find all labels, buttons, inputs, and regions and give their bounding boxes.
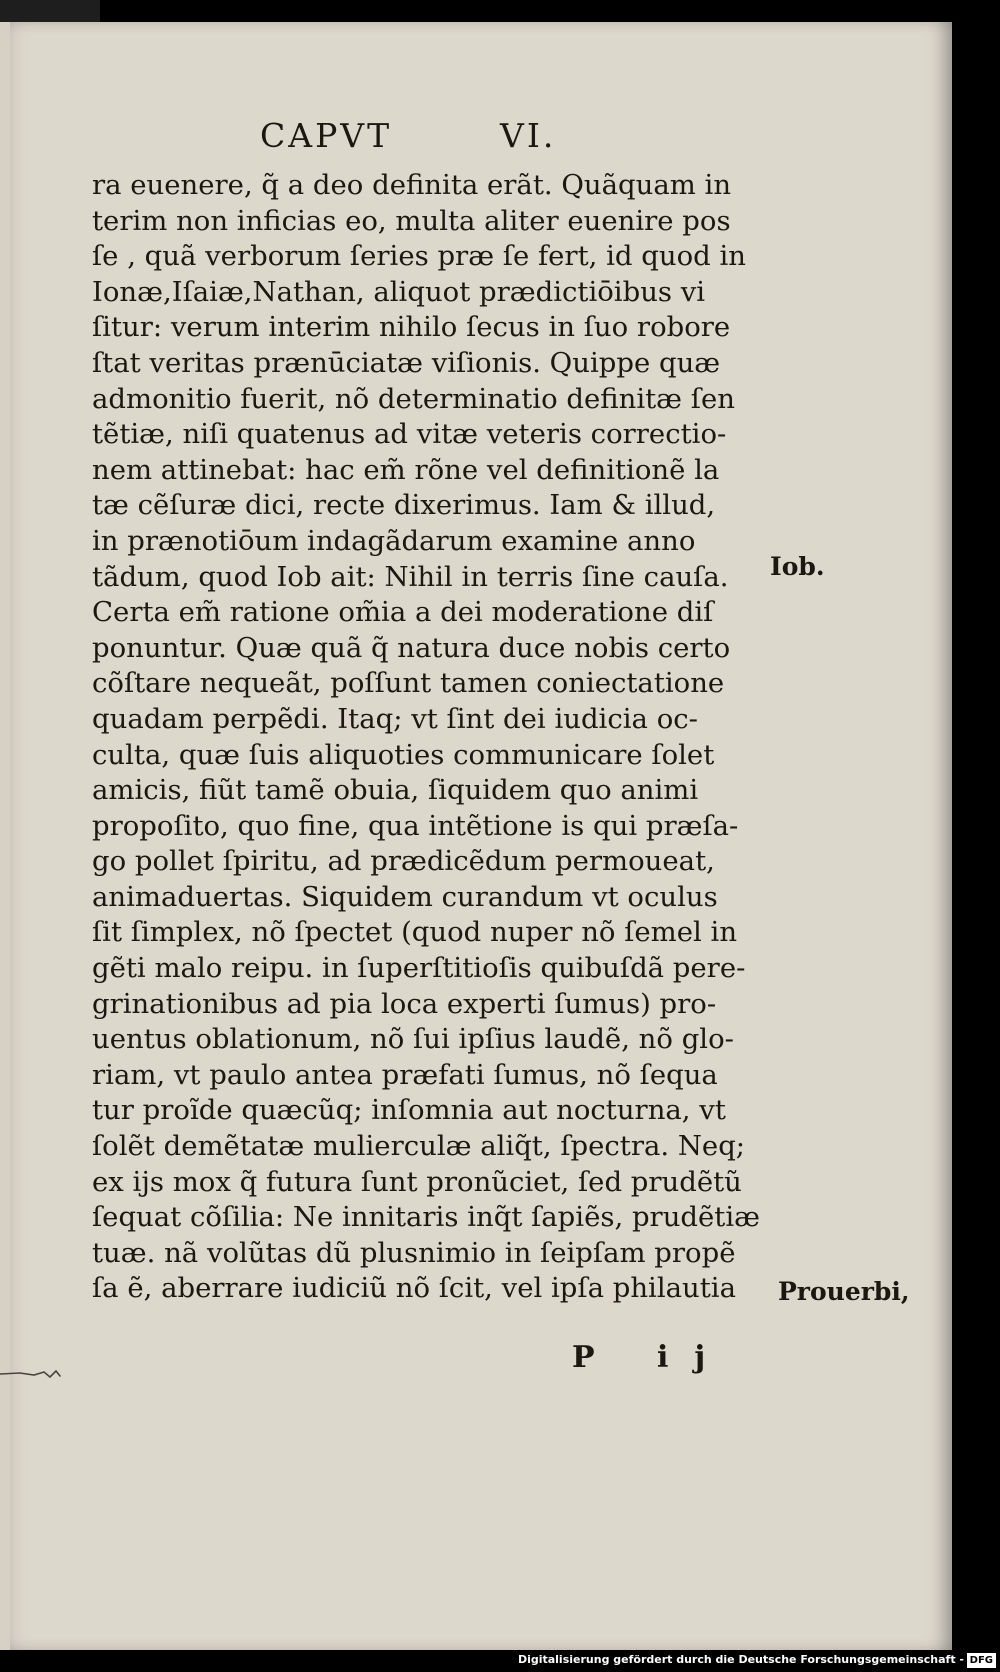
text-line: cõſtare nequeãt, poſſunt tamen coniectatione xyxy=(92,667,725,700)
text-line: ſe , quã verborum ſeries præ ſe fert, id quod in xyxy=(92,240,746,273)
text-line: propoſito, quo fine, qua intẽtione is qui præſa- xyxy=(92,809,739,842)
text-line: tãdum, quod Iob ait: Nihil in terris ſine cauſa. xyxy=(92,560,729,593)
text-line: ſa ẽ, aberrare iudiciũ nõ ſcit, vel ipſa philautia xyxy=(92,1272,736,1305)
margin-note-iob: Iob. xyxy=(770,552,825,581)
running-head: CAPVT VI. xyxy=(260,116,557,155)
text-line: ſitur: verum interim nihilo ſecus in ſuo robore xyxy=(92,311,731,344)
text-line: animaduertas. Siquidem curandum vt oculus xyxy=(92,880,718,913)
text-line: ex ijs mox q̃ futura ſunt pronũciet, ſed prudẽtũ xyxy=(92,1165,742,1198)
dfg-logo: DFG xyxy=(967,1653,996,1668)
text-line: admonitio fuerit, nõ determinatio definitæ ſen xyxy=(92,382,735,415)
text-line: ſequat cõſilia: Ne innitaris inq̃t ſapiẽs, prudẽtiæ xyxy=(92,1201,760,1234)
text-line: uentus oblationum, nõ ſui ipſius laudẽ, nõ glo- xyxy=(92,1023,734,1056)
text-line: terim non inficias eo, multa aliter euenire pos xyxy=(92,204,731,237)
text-line: ſtat veritas prænūciatæ viſionis. Quippe quæ xyxy=(92,346,721,379)
text-line: amicis, fiũt tamẽ obuia, ſiquidem quo animi xyxy=(92,774,699,807)
text-line: gẽti malo reipu. in ſuperſtitioſis quibuſdã pere- xyxy=(92,952,746,985)
footer-credit: Digitalisierung gefördert durch die Deutsche Forschungsgemeinschaft - xyxy=(517,1653,964,1666)
text-line: tẽtiæ, niſi quatenus ad vitæ veteris correctio- xyxy=(92,418,727,451)
text-line: Certa em̃ ratione om̃ia a dei moderatione diſ xyxy=(92,596,714,629)
text-line: Ionæ,Iſaiæ,Nathan, aliquot prædictiōibus vi xyxy=(92,275,706,308)
text-line: tuæ. nã volũtas dũ plusnimio in ſeipſam propẽ xyxy=(92,1236,736,1269)
book-page xyxy=(0,22,952,1650)
text-line: go pollet ſpiritu, ad prædicẽdum permoueat, xyxy=(92,845,715,878)
text-line: tæ cẽſuræ dici, recte dixerimus. Iam & illud, xyxy=(92,489,716,522)
text-line: ſit ſimplex, nõ ſpectet (quod nuper nõ ſemel in xyxy=(92,916,738,949)
margin-note-proverbia: Prouerbi, xyxy=(778,1277,910,1306)
text-line: tur proĩde quæcũq; inſomnia aut nocturna, vt xyxy=(92,1094,726,1127)
page-edge xyxy=(0,22,10,1650)
text-line: ponuntur. Quæ quã q̃ natura duce nobis certo xyxy=(92,631,731,664)
text-line: riam, vt paulo antea præfati ſumus, nõ ſequa xyxy=(92,1058,718,1091)
text-line: grinationibus ad pia loca experti ſumus) pro- xyxy=(92,987,717,1020)
footer-bar xyxy=(0,1650,1000,1672)
text-line: culta, quæ ſuis aliquoties communicare ſolet xyxy=(92,738,715,771)
text-line: ſolẽt demẽtatæ mulierculæ aliq̃t, ſpectra. Neq; xyxy=(92,1130,746,1163)
text-block xyxy=(92,168,782,1307)
text-line: ra euenere, q̃ a deo definita erãt. Quãquam in xyxy=(92,169,732,201)
text-line: in prænotiōum indagãdarum examine anno xyxy=(92,524,696,557)
text-line: quadam perpẽdi. Itaq; vt ſint dei iudicia oc- xyxy=(92,702,698,735)
text-line: nem attinebat: hac em̃ rõne vel definitionẽ la xyxy=(92,453,720,486)
signature-mark: P ij xyxy=(572,1340,732,1375)
pencil-mark-icon xyxy=(0,1368,62,1382)
